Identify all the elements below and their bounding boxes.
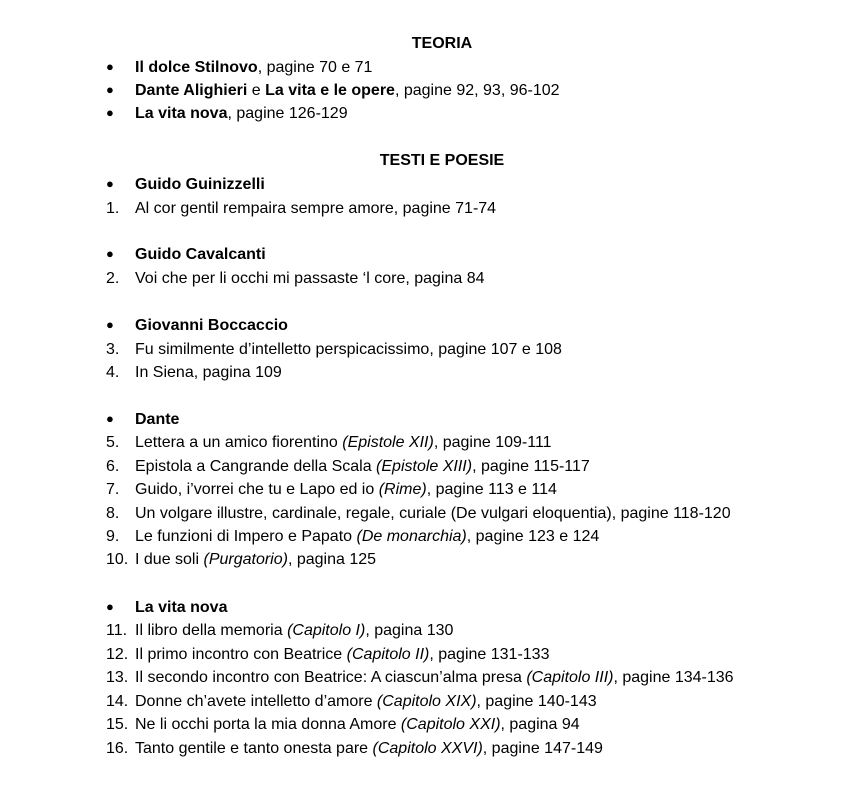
item-number: 13. (106, 669, 129, 686)
author-name: Guido Guinizzelli (135, 176, 265, 193)
text-run: , pagine 134-136 (613, 669, 734, 686)
teoria-item (106, 58, 372, 78)
text-run: , pagine 147-149 (482, 740, 603, 757)
text-run: , pagina 130 (365, 622, 454, 639)
text-run: Tanto gentile e tanto onesta pare (135, 740, 373, 757)
item-number: 3. (106, 341, 120, 358)
item-number: 7. (106, 481, 120, 498)
bullet-icon: ● (106, 176, 114, 191)
poem-item (106, 340, 562, 360)
poem-item (106, 504, 731, 524)
text-run: Donne ch’avete intelletto d’amore (135, 693, 377, 710)
text-run: , pagine 115-117 (472, 458, 590, 475)
text-run: , pagine 131-133 (429, 646, 550, 663)
text-run: Il primo incontro con Beatrice (135, 646, 347, 663)
italic-text: (De monarchia) (356, 528, 467, 545)
item-number: 11. (106, 622, 128, 639)
bullet-icon: ● (106, 82, 114, 97)
italic-text: (Capitolo II) (346, 646, 430, 663)
poem-item (106, 269, 485, 289)
bullet-icon: ● (106, 317, 114, 332)
item-number: 6. (106, 458, 120, 475)
item-number: 4. (106, 364, 120, 381)
text-run: , pagine 123 e 124 (466, 528, 600, 545)
bullet-icon: ● (106, 246, 114, 261)
text-run: , pagine 109-111 (433, 434, 552, 451)
text-run: e (247, 82, 266, 99)
poem-item (106, 527, 599, 547)
author-name: La vita nova (135, 599, 228, 616)
bold-text: Il dolce Stilnovo (135, 59, 258, 76)
text-run: Al cor gentil rempaira sempre amore, pagine 71-74 (135, 200, 497, 217)
bullet-icon: ● (106, 411, 114, 426)
text-run: , pagine 140-143 (476, 693, 597, 710)
italic-text: (Capitolo III) (526, 669, 614, 686)
bullet-icon: ● (106, 599, 114, 614)
poem-item (106, 199, 496, 219)
text-run: I due soli (135, 551, 204, 568)
poem-item (106, 550, 376, 570)
poem-item (106, 668, 734, 688)
author-name: Guido Cavalcanti (135, 246, 266, 263)
poem-item (106, 692, 597, 712)
item-number: 14. (106, 693, 129, 710)
italic-text: (Purgatorio) (203, 551, 288, 568)
item-number: 10. (106, 551, 129, 568)
author-heading (106, 410, 179, 430)
author-heading (106, 598, 227, 618)
italic-text: (Capitolo XIX) (376, 693, 477, 710)
italic-text: (Epistole XII) (342, 434, 434, 451)
teoria-item (106, 104, 348, 124)
item-number: 12. (106, 646, 129, 663)
text-run: Un volgare illustre, cardinale, regale, curiale (De vulgari eloquentia), pagine 118-120 (135, 505, 731, 522)
bold-text: Dante Alighieri (135, 82, 248, 99)
author-heading (106, 245, 266, 265)
item-number: 15. (106, 716, 129, 733)
author-name: Giovanni Boccaccio (135, 317, 288, 334)
item-number: 8. (106, 505, 120, 522)
poem-item (106, 621, 453, 641)
text-run: , pagine 113 e 114 (426, 481, 557, 498)
text-run: Epistola a Cangrande della Scala (135, 458, 377, 475)
author-name: Dante (135, 411, 180, 428)
teoria-heading: TEORIA (411, 35, 473, 52)
italic-text: (Capitolo XXI) (400, 716, 501, 733)
item-number: 5. (106, 434, 120, 451)
italic-text: (Epistole XIII) (376, 458, 473, 475)
poem-item (106, 739, 603, 759)
italic-text: (Rime) (378, 481, 427, 498)
author-heading (106, 316, 288, 336)
text-run: , pagine 126-129 (227, 105, 348, 122)
teoria-item (106, 81, 560, 101)
poem-item (106, 433, 552, 453)
author-heading (106, 175, 265, 195)
bullet-icon: ● (106, 59, 114, 74)
poem-item (106, 480, 557, 500)
text-run: , pagine 70 e 71 (257, 59, 373, 76)
text-run: Fu similmente d’intelletto perspicacissimo, pagine 107 e 108 (135, 341, 562, 358)
text-run: , pagina 94 (500, 716, 580, 733)
poem-item (106, 457, 590, 477)
text-run: Voi che per li occhi mi passaste ‘l core, pagina 84 (135, 270, 485, 287)
item-number: 1. (106, 200, 120, 217)
text-run: Lettera a un amico fiorentino (135, 434, 343, 451)
bullet-icon: ● (106, 105, 114, 120)
text-run: Il libro della memoria (135, 622, 288, 639)
italic-text: (Capitolo XXVI) (372, 740, 483, 757)
item-number: 2. (106, 270, 120, 287)
item-number: 16. (106, 740, 129, 757)
poem-item (106, 645, 549, 665)
bold-text: La vita e le opere (265, 82, 395, 99)
bold-text: La vita nova (135, 105, 228, 122)
item-number: 9. (106, 528, 120, 545)
text-run: Il secondo incontro con Beatrice: A ciascun’alma presa (135, 669, 527, 686)
poem-item (106, 715, 580, 735)
text-run: Le funzioni di Impero e Papato (135, 528, 357, 545)
text-run: , pagine 92, 93, 96-102 (394, 82, 560, 99)
poem-item (106, 363, 282, 383)
testi-heading: TESTI E POESIE (379, 152, 505, 169)
text-run: , pagina 125 (287, 551, 377, 568)
italic-text: (Capitolo I) (287, 622, 366, 639)
text-run: Ne li occhi porta la mia donna Amore (135, 716, 401, 733)
text-run: Guido, i’vorrei che tu e Lapo ed io (135, 481, 379, 498)
text-run: In Siena, pagina 109 (135, 364, 282, 381)
